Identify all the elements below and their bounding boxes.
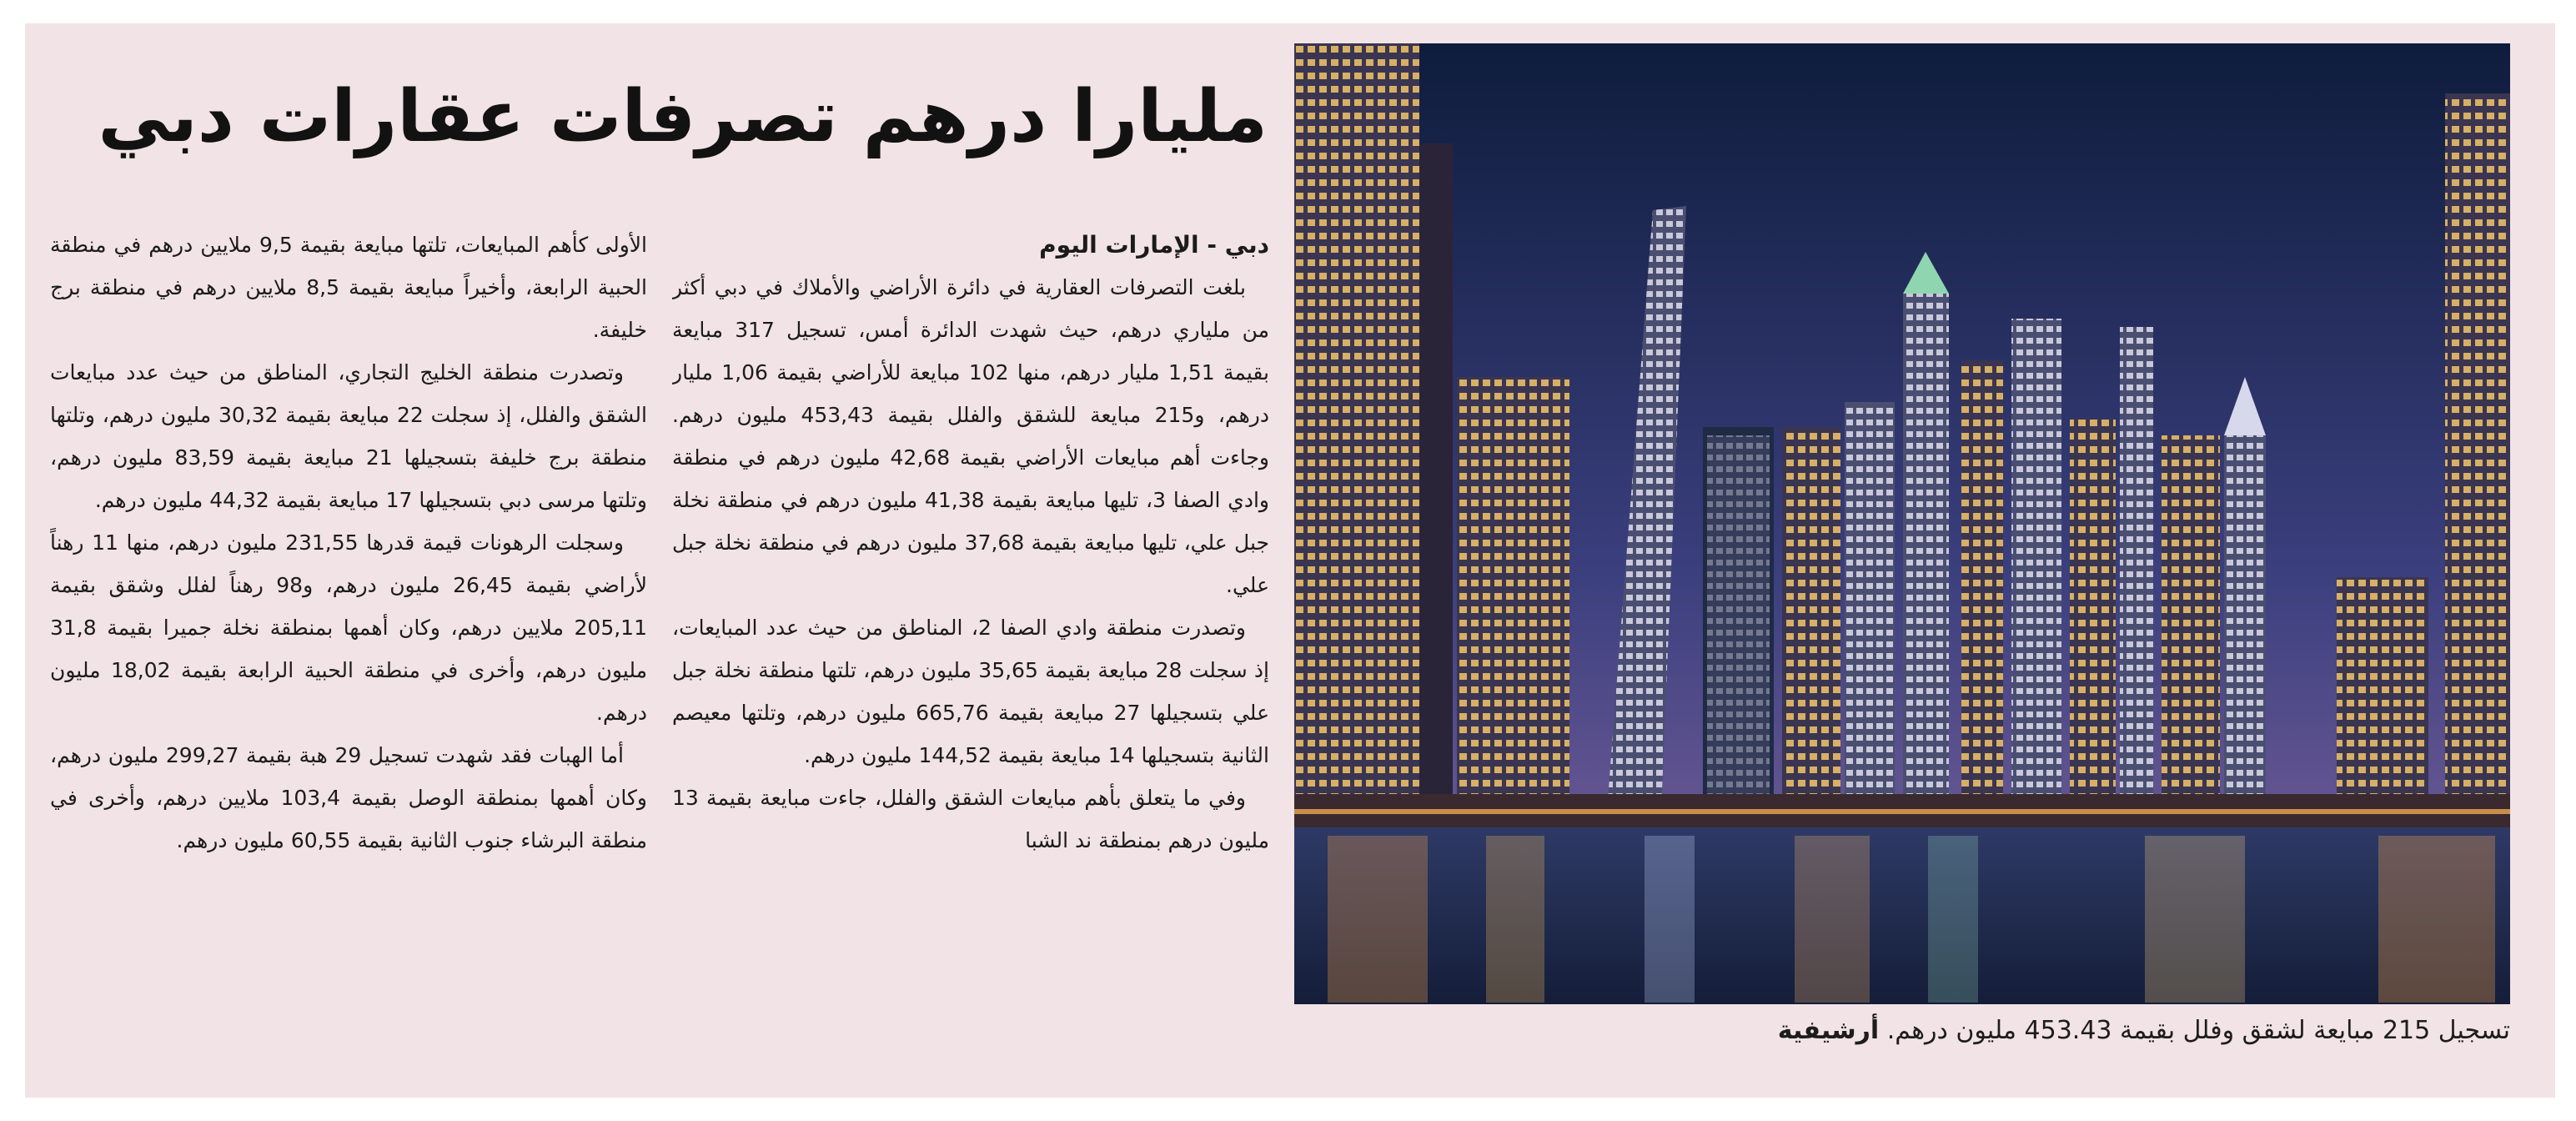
reflection: [1928, 836, 1978, 1003]
skyline-illustration: [1294, 43, 2510, 1004]
building: [1782, 427, 1840, 811]
building: [2224, 435, 2266, 811]
paragraph: بلغت التصرفات العقارية في دائرة الأراضي والأملاك في دبي أكثر من ملياري درهم، حيث شهدت الدائرة أمس، تسجيل 317 مبايعة بقيمة 1,51 مليار درهم، منها 102 مبايعة للأراضي بقيمة 1,06 مليار درهم، و215 مبايعة للشقق والفلل بقيمة 453,43 مليون درهم. وجاءت أهم مبايعات الأراضي بقيمة 42,68 مليون درهم في منطقة وادي الصفا 3، تليها مبايعة بقيمة 41,38 مليون درهم في منطقة نخلة جبل علي، تليها مبايعة بقيمة 37,68 مليون درهم في منطقة نخلة جبل علي.: [672, 275, 1269, 597]
paragraph: وسجلت الرهونات قيمة قدرها 231,55 مليون درهم، منها 11 رهناً لأراضي بقيمة 26,45 مليون درهم، و98 رهناً لفلل وشقق بقيمة 205,11 ملايين درهم، وكان أهمها بمنطقة نخلة جميرا بقيمة 31,8 مليون درهم، وأخرى في منطقة الحبية الرابعة بقيمة 18,02 مليون درهم.: [50, 530, 647, 725]
building: [2011, 319, 2061, 811]
building: [1961, 360, 2003, 811]
building: [2337, 577, 2428, 811]
building: [1419, 143, 1453, 794]
byline: [672, 224, 1269, 266]
dubai-marina-photo: [1294, 43, 2510, 1004]
paragraph: الأولى كأهم المبايعات، تلتها مبايعة بقيمة 9,5 ملايين درهم في منطقة الحبية الرابعة، وأخيراً مبايعة بقيمة 8,5 ملايين درهم في منطقة برج خليفة.: [50, 233, 647, 342]
building: [1294, 43, 1419, 794]
byline-separator: -: [1198, 231, 1225, 259]
headline: مليارا درهم تصرفات عقارات دبي: [98, 75, 1268, 158]
promenade-lights: [1294, 809, 2510, 814]
reflection: [1328, 836, 1428, 1003]
building: [2120, 327, 2153, 811]
article-column-left: [50, 224, 647, 1058]
photo-caption: [1294, 1008, 2510, 1054]
building: [1845, 402, 1895, 811]
paragraph: وتصدرت منطقة وادي الصفا 2، المناطق من حيث عدد المبايعات، إذ سجلت 28 مبايعة بقيمة 35,65 مليون درهم، تلتها منطقة نخلة جبل علي بتسجيلها 27 مبايعة بقيمة 665,76 مليون درهم، وتلتها معيصم الثانية بتسجيلها 14 مبايعة بقيمة 144,52 مليون درهم.: [672, 616, 1269, 767]
byline-source: الإمارات اليوم: [1039, 231, 1199, 259]
byline-city: دبي: [1224, 231, 1269, 259]
reflection: [2378, 836, 2495, 1003]
building: [2162, 435, 2220, 811]
caption-text: تسجيل 215 مبايعة لشقق وفلل بقيمة 453.43 مليون درهم.: [1886, 1016, 2510, 1045]
reflection: [1645, 836, 1695, 1003]
building: [1903, 294, 1949, 811]
building: [1457, 377, 1569, 811]
paragraph: أما الهبات فقد شهدت تسجيل 29 هبة بقيمة 299,27 مليون درهم، وكان أهمها بمنطقة الوصل بقيمة 103,4 ملايين درهم، وأخرى في منطقة البرشاء جنوب الثانية بقيمة 60,55 مليون درهم.: [50, 743, 647, 852]
paragraph: وتصدرت منطقة الخليج التجاري، المناطق من حيث عدد مبايعات الشقق والفلل، إذ سجلت 22 مبايعة بقيمة 30,32 مليون درهم، وتلتها منطقة برج خليفة بتسجيلها 21 مبايعة بقيمة 83,59 مليون درهم، وتلتها مرسى دبي بتسجيلها 17 مبايعة بقيمة 44,32 مليون درهم.: [50, 360, 647, 512]
building: [2070, 419, 2116, 811]
water: [1294, 827, 2510, 1004]
caption-credit: أرشيفية: [1777, 1016, 1880, 1045]
building: [1707, 435, 1770, 802]
reflection: [2145, 836, 2245, 1003]
paragraph: وفي ما يتعلق بأهم مبايعات الشقق والفلل، جاءت مبايعة بقيمة 13 مليون درهم بمنطقة ند الشبا: [672, 786, 1269, 852]
building: [2445, 93, 2510, 811]
reflection: [1795, 836, 1870, 1003]
article-column-right: [672, 224, 1269, 1058]
reflection: [1486, 836, 1544, 1003]
